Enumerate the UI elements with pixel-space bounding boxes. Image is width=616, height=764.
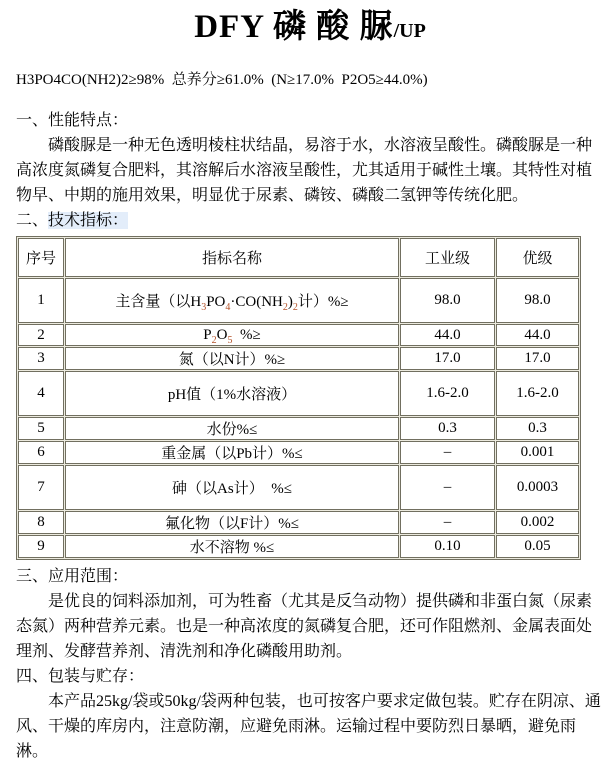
cell-premium: 1.6-2.0 [496,371,579,416]
cell-premium: 0.3 [496,417,579,440]
cell-industrial: 98.0 [400,278,495,323]
section-2-heading-prefix: 二、 [16,212,49,229]
cell-industrial: 0.10 [400,535,495,558]
table-row-3 [18,347,579,370]
section-3-heading: 三、应用范围： [16,568,129,585]
cell-industrial: 0.3 [400,417,495,440]
section-4-body: 本产品25kg/袋或50kg/袋两种包装，也可按客户要求定做包装。贮存在阴凉、通风、干燥的库房内，注意防潮，应避免雨淋。运输过程中要防烈日暴晒，避免雨淋。 [16,693,601,760]
section-2-heading-highlight: 技术指标： [48,212,129,229]
section-1-body: 磷酸脲是一种无色透明棱柱状结晶，易溶于水，水溶液呈酸性。磷酸脲是一种高浓度氮磷复合肥料，其溶解后水溶液呈酸性，尤其适用于碱性土壤。其特性对植物早、中期的施用效果，明显优于尿素、磷铵、磷酸二氢钾等传统化肥。 [16,137,593,204]
sections-3-4 [16,564,604,764]
cell-no: 6 [18,441,64,464]
cell-premium: 0.05 [496,535,579,558]
cell-premium: 0.002 [496,511,579,534]
cell-industrial: 1.6-2.0 [400,371,495,416]
cell-no: 4 [18,371,64,416]
cell-premium: 0.0003 [496,465,579,510]
cell-no: 9 [18,535,64,558]
title-main: DFY 磷 酸 脲 [194,9,394,45]
cell-premium: 44.0 [496,324,579,346]
section-1 [16,108,604,233]
table-row-7 [18,465,579,510]
table-row-8 [18,511,579,534]
cell-name: 氟化物（以F计）%≤ [65,511,399,534]
cell-no: 7 [18,465,64,510]
section-1-heading: 一、性能特点： [16,112,129,129]
spec-table [16,236,581,560]
cell-premium: 98.0 [496,278,579,323]
cell-industrial: – [400,441,495,464]
cell-name: 水不溶物 %≤ [65,535,399,558]
title-suffix: /UP [393,20,426,42]
spec-line: H3PO4CO(NH2)2≥98% 总养分≥61.0% (N≥17.0% P2O5≥44.0%) [16,72,428,88]
cell-premium: 0.001 [496,441,579,464]
cell-industrial: 44.0 [400,324,495,346]
cell-industrial: 17.0 [400,347,495,370]
col-header-name: 指标名称 [65,238,399,277]
cell-name: $P_2O_5$ %≥ [65,324,399,346]
table-row-6 [18,441,579,464]
col-header-no: 序号 [18,238,64,277]
cell-no: 2 [18,324,64,346]
cell-industrial: – [400,511,495,534]
table-row-9 [18,535,579,558]
cell-name: 水份%≤ [65,417,399,440]
cell-name: 氮（以N计）%≥ [65,347,399,370]
cell-no: 8 [18,511,64,534]
section-4-heading: 四、包装与贮存： [16,668,145,685]
section-2-heading [16,208,604,233]
cell-industrial: – [400,465,495,510]
cell-name: 砷（以As计） %≤ [65,465,399,510]
section-3-body: 是优良的饲料添加剂，可为牲畜（尤其是反刍动物）提供磷和非蛋白氮（尿素态氮）两种营养元素。也是一种高浓度的氮磷复合肥，还可作阻燃剂、金属表面处理剂、发酵营养剂、清洗剂和净化磷酸用助剂。 [16,593,593,660]
cell-premium: 17.0 [496,347,579,370]
cell-name: pH值（1%水溶液） [65,371,399,416]
table-row-1 [18,278,579,323]
table-row-5 [18,417,579,440]
cell-no: 1 [18,278,64,323]
cell-no: 3 [18,347,64,370]
cell-name: 重金属（以Pb计）%≤ [65,441,399,464]
cell-no: 5 [18,417,64,440]
cell-name: 主含量（以$H_3PO_4\cdot CO(NH_2)_2$计）%≥ [65,278,399,323]
page-title [16,6,604,52]
col-header-premium: 优级 [496,238,579,277]
table-row-2 [18,324,579,346]
table-header-row [18,238,579,277]
col-header-industrial: 工业级 [400,238,495,277]
table-row-4 [18,371,579,416]
